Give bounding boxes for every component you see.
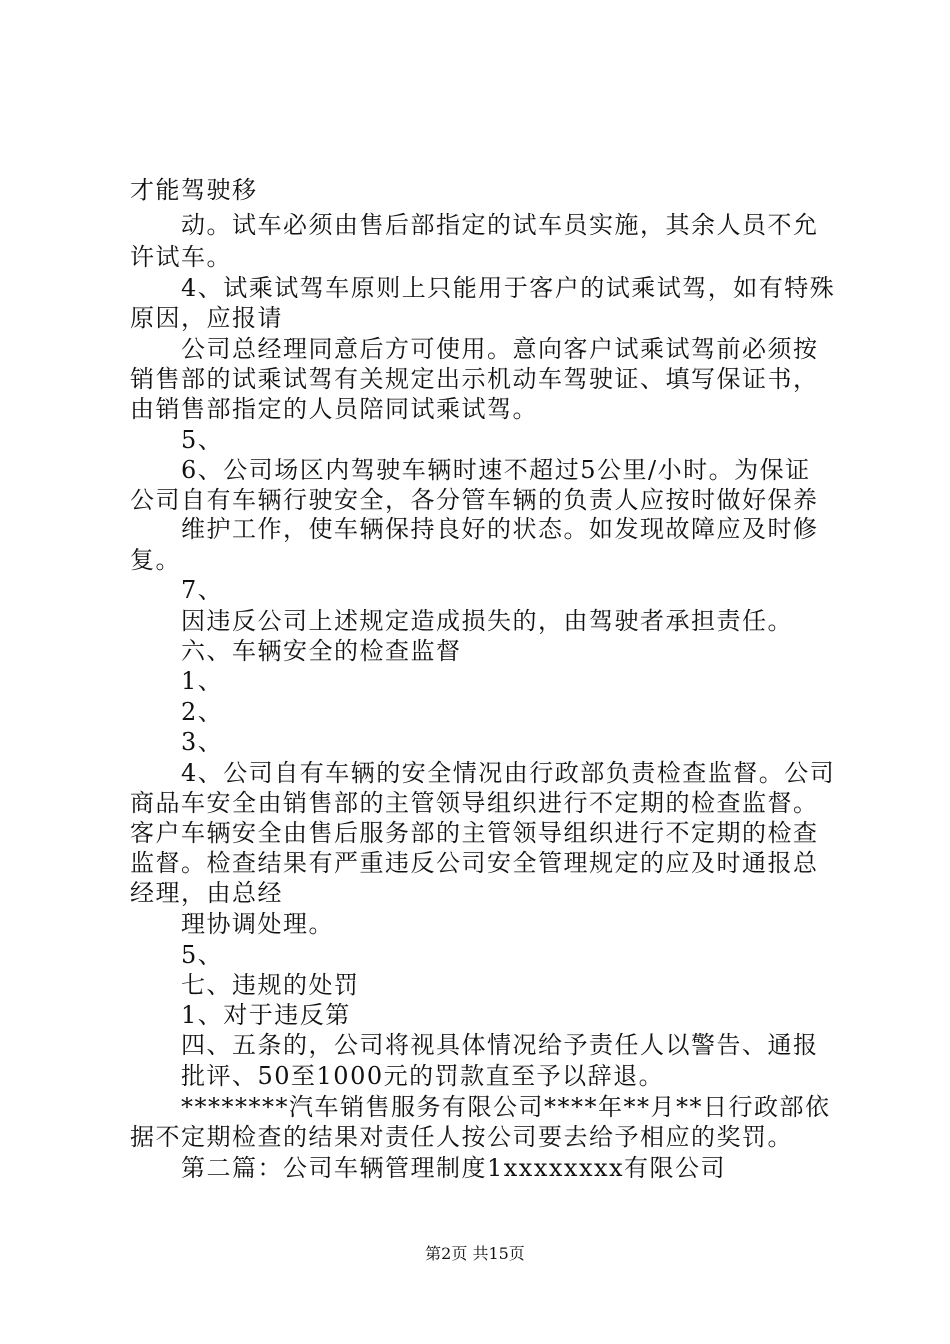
text-line: 5、 [181,426,224,454]
text-line: 由销售部指定的人员陪同试乘试驾。 [130,395,538,423]
text-line: 1、对于违反第 [181,1001,351,1029]
text-line: 1、 [181,667,224,695]
text-line: 原因，应报请 [130,304,283,332]
text-line: 商品车安全由销售部的主管领导组织进行不定期的检查监督。 [130,789,819,817]
text-line: 因违反公司上述规定造成损失的，由驾驶者承担责任。 [181,607,793,635]
text-line: 许试车。 [130,243,232,271]
text-line: 4、试乘试驾车原则上只能用于客户的试乘试驾，如有特殊 [181,274,836,302]
section-heading: 七、违规的处罚 [181,971,360,999]
text-line: 复。 [130,546,181,574]
text-line: 6、公司场区内驾驶车辆时速不超过5公里/小时。为保证 [181,456,811,484]
text-line: 批评、50至1000元的罚款直至予以辞退。 [181,1062,665,1090]
text-line: 才能驾驶移 [130,176,258,204]
page-number-footer: 第2页 共15页 [425,1244,525,1263]
text-line: 第二篇：公司车辆管理制度1xxxxxxxx有限公司 [181,1154,727,1182]
text-line: 据不定期检查的结果对责任人按公司要去给予相应的奖罚。 [130,1123,793,1151]
text-line: 3、 [181,728,224,756]
text-line: 理协调处理。 [181,910,334,938]
text-line: 客户车辆安全由售后服务部的主管领导组织进行不定期的检查 [130,819,819,847]
text-line: ********汽车销售服务有限公司****年**月**日行政部依 [181,1093,831,1121]
text-line: 维护工作，使车辆保持良好的状态。如发现故障应及时修 [181,515,819,543]
text-line: 2、 [181,698,224,726]
text-line: 7、 [181,576,224,604]
text-line: 公司总经理同意后方可使用。意向客户试乘试驾前必须按 [181,335,819,363]
text-line: 5、 [181,941,224,969]
text-line: 动。试车必须由售后部指定的试车员实施，其余人员不允 [181,211,819,239]
section-heading: 六、车辆安全的检查监督 [181,637,462,665]
text-line: 经理，由总经 [130,879,283,907]
text-line: 销售部的试乘试驾有关规定出示机动车驾驶证、填写保证书， [130,365,819,393]
text-line: 4、公司自有车辆的安全情况由行政部负责检查监督。公司 [181,759,836,787]
text-line: 四、五条的，公司将视具体情况给予责任人以警告、通报 [181,1031,819,1059]
text-line: 公司自有车辆行驶安全，各分管车辆的负责人应按时做好保养 [130,486,819,514]
text-line: 监督。检查结果有严重违反公司安全管理规定的应及时通报总 [130,849,819,877]
